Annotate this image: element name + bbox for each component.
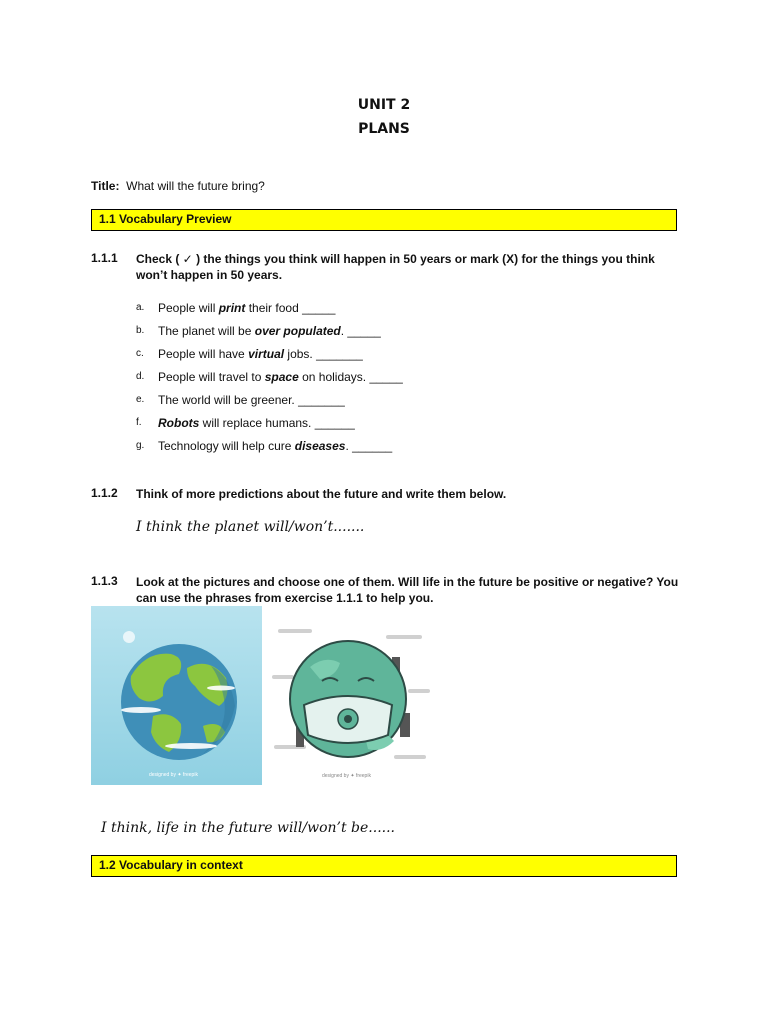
- list-item-text-after: their food _____: [245, 301, 336, 315]
- list-item-text: [158, 393, 345, 407]
- section-header-vocabulary-in-context: 1.2 Vocabulary in context: [91, 855, 677, 877]
- image-credit: designed by ✦ freepik: [149, 772, 198, 778]
- list-item-text-after: jobs. _______: [284, 347, 363, 361]
- sick-earth-image: [270, 617, 430, 787]
- list-item-text-before: People will travel to: [158, 370, 265, 384]
- list-item: [136, 439, 403, 462]
- list-item-marker: c.: [136, 348, 144, 359]
- list-item-keyword: space: [264, 370, 299, 384]
- list-item-marker: g.: [136, 440, 145, 451]
- list-item-text: [158, 439, 392, 453]
- question-number: 1.1.3: [91, 574, 118, 588]
- list-item: [136, 370, 403, 393]
- list-item-text-before: People will have: [158, 347, 249, 361]
- worksheet-title: [91, 179, 265, 193]
- list-item-text-before: The planet will be: [158, 324, 255, 338]
- masked-earth-illustration: [270, 617, 430, 787]
- list-item-keyword: Robots: [158, 416, 200, 430]
- example-sentence: I think, life in the future will/won’t be......: [101, 820, 395, 836]
- list-item-keyword: diseases: [294, 439, 346, 453]
- earth-illustration: [91, 606, 262, 785]
- prediction-list: [136, 301, 403, 462]
- list-item-keyword: virtual: [248, 347, 285, 361]
- list-item-text: [158, 370, 403, 384]
- list-item-text: [158, 347, 363, 361]
- question-number: 1.1.2: [91, 486, 118, 500]
- list-item-text-before: Technology will help cure: [158, 439, 295, 453]
- list-item-text-after: on holidays. _____: [298, 370, 403, 384]
- title-label: Title:: [91, 179, 120, 193]
- list-item-text-after: . _____: [340, 324, 381, 338]
- question-text: Check ( ✓ ) the things you think will happen in 50 years or mark (X) for the things you think won’t happen in 50 years.: [136, 252, 655, 282]
- list-item: [136, 347, 403, 370]
- list-item: [136, 416, 403, 439]
- question-number: 1.1.1: [91, 251, 118, 265]
- list-item-marker: a.: [136, 302, 145, 313]
- list-item-text: [158, 301, 335, 315]
- list-item-keyword: over populated: [254, 324, 341, 338]
- image-credit: designed by ✦ freepik: [322, 773, 371, 779]
- list-item-text-before: People will: [158, 301, 219, 315]
- list-item-text-after: . ______: [345, 439, 393, 453]
- example-sentence: I think the planet will/won’t.......: [136, 519, 365, 535]
- question-text: Look at the pictures and choose one of them. Will life in the future be positive or negative? You can use the phrases from exercise 1.1.1 to help you.: [136, 575, 679, 605]
- list-item-text-after: will replace humans. ______: [199, 416, 355, 430]
- list-item: [136, 324, 403, 347]
- list-item-marker: b.: [136, 325, 145, 336]
- list-item-marker: e.: [136, 394, 145, 405]
- list-item-text: [158, 416, 355, 430]
- list-item-marker: d.: [136, 371, 145, 382]
- list-item: [136, 393, 403, 416]
- list-item: [136, 301, 403, 324]
- list-item-marker: f.: [136, 417, 142, 428]
- question-text: Think of more predictions about the future and write them below.: [136, 487, 507, 501]
- list-item-text-before: The world will be greener. _______: [158, 393, 345, 407]
- unit-subject: PLANS: [358, 121, 410, 137]
- list-item-keyword: print: [218, 301, 246, 315]
- section-header-vocabulary-preview: 1.1 Vocabulary Preview: [91, 209, 677, 231]
- unit-heading: UNIT 2: [357, 97, 411, 113]
- healthy-earth-image: [91, 606, 262, 785]
- list-item-text: [158, 324, 381, 338]
- title-text: What will the future bring?: [126, 179, 265, 193]
